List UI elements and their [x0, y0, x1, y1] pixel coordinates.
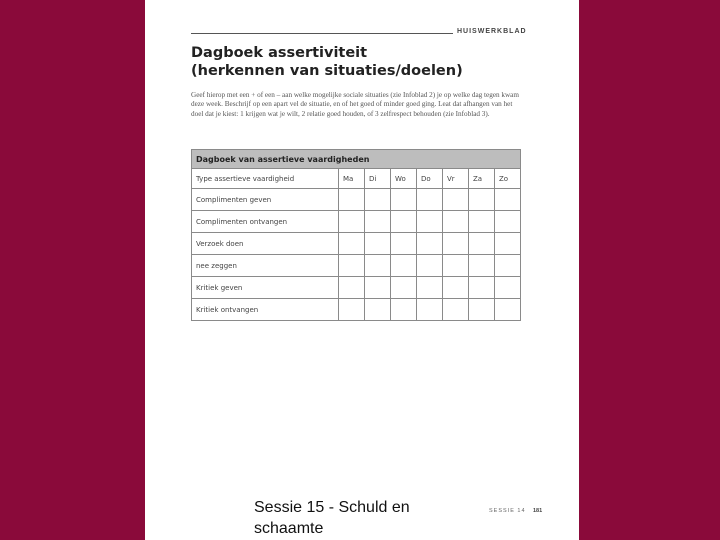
day-cell	[443, 255, 469, 277]
day-header: Ma	[339, 169, 365, 189]
day-cell	[443, 233, 469, 255]
day-cell	[391, 211, 417, 233]
day-cell	[443, 189, 469, 211]
day-cell	[417, 277, 443, 299]
day-cell	[469, 255, 495, 277]
day-header: Wo	[391, 169, 417, 189]
skill-label: Verzoek doen	[192, 233, 339, 255]
day-cell	[417, 255, 443, 277]
day-cell	[495, 299, 521, 321]
day-cell	[495, 277, 521, 299]
day-cell	[339, 189, 365, 211]
day-cell	[443, 299, 469, 321]
title-line-2: (herkennen van situaties/doelen)	[191, 63, 463, 79]
day-cell	[391, 277, 417, 299]
day-cell	[417, 189, 443, 211]
worksheet-tag: HUISWERKBLAD	[457, 28, 527, 35]
slide-caption: Sessie 15 - Schuld en schaamte	[254, 499, 410, 537]
table-row	[192, 277, 521, 299]
instructions-paragraph: Geef hierop met een + of een – aan welke mogelijke sociale situaties (zie Infoblad 2) je op welke dag tegen kwam deze week. Beschrijf op een apart vel de situatie, en of het goed of minder goed ging. Leat dat afhangen van het doel dat je kiest: 1 krijgen wat je wilt, 2 relatie goed houden, of 3 zelfrespect behouden (zie Infoblad 3).	[191, 91, 519, 118]
day-cell	[365, 299, 391, 321]
day-cell	[469, 299, 495, 321]
day-cell	[417, 211, 443, 233]
table-caption: Dagboek van assertieve vaardigheden	[192, 150, 521, 169]
day-cell	[339, 233, 365, 255]
day-cell	[339, 299, 365, 321]
day-cell	[443, 211, 469, 233]
skill-label: Complimenten ontvangen	[192, 211, 339, 233]
day-cell	[495, 211, 521, 233]
day-cell	[365, 277, 391, 299]
day-cell	[443, 277, 469, 299]
table-row	[192, 233, 521, 255]
table-row	[192, 211, 521, 233]
table-body	[192, 189, 521, 321]
day-cell	[417, 299, 443, 321]
day-cell	[365, 189, 391, 211]
assertiveness-diary-table	[191, 149, 521, 321]
day-cell	[339, 277, 365, 299]
title-line-1: Dagboek assertiviteit	[191, 45, 368, 61]
day-header: Vr	[443, 169, 469, 189]
day-cell	[391, 233, 417, 255]
table-row	[192, 255, 521, 277]
day-cell	[495, 255, 521, 277]
skill-label: Kritiek ontvangen	[192, 299, 339, 321]
day-cell	[365, 233, 391, 255]
day-cell	[391, 255, 417, 277]
header-rule	[191, 33, 453, 34]
day-cell	[391, 189, 417, 211]
worksheet-title	[191, 44, 531, 80]
day-cell	[339, 255, 365, 277]
day-cell	[365, 211, 391, 233]
day-cell	[417, 233, 443, 255]
day-cell	[469, 277, 495, 299]
footer-session-label: SESSIE 14	[489, 508, 526, 514]
day-cell	[469, 211, 495, 233]
skill-label: nee zeggen	[192, 255, 339, 277]
day-cell	[365, 255, 391, 277]
day-header: Do	[417, 169, 443, 189]
table-row	[192, 189, 521, 211]
day-cell	[495, 233, 521, 255]
footer-page-number: 181	[533, 508, 543, 514]
day-cell	[391, 299, 417, 321]
skill-label: Kritiek geven	[192, 277, 339, 299]
day-header: Zo	[495, 169, 521, 189]
table-row	[192, 299, 521, 321]
day-cell	[469, 189, 495, 211]
day-cell	[339, 211, 365, 233]
day-cell	[469, 233, 495, 255]
skill-label: Complimenten geven	[192, 189, 339, 211]
skill-column-header: Type assertieve vaardigheid	[192, 169, 339, 189]
table-caption-row	[192, 150, 521, 169]
day-header: Di	[365, 169, 391, 189]
day-header: Za	[469, 169, 495, 189]
table-header-row	[192, 169, 521, 189]
day-cell	[495, 189, 521, 211]
worksheet-page	[145, 0, 579, 540]
